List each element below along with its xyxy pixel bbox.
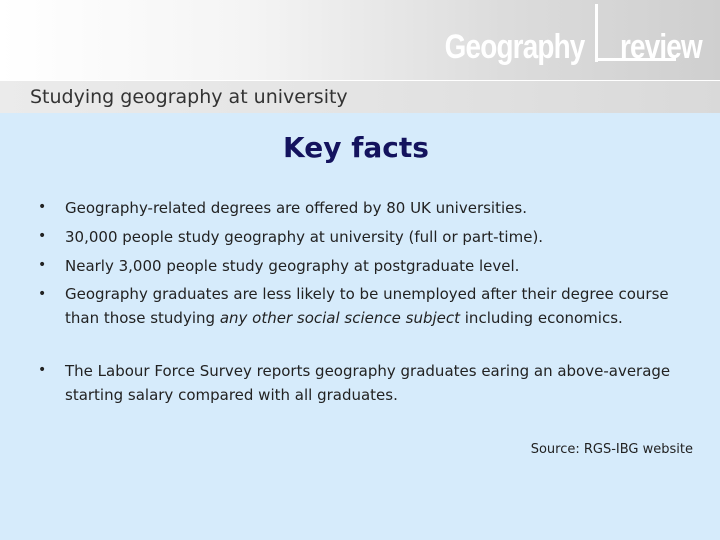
bullet-marker: • — [38, 257, 47, 273]
list-item: Geography-related degrees are offered by 80 UK universities. — [65, 199, 527, 217]
list-item-emphasis: any other social science subject — [219, 309, 460, 327]
logo-text-review: review — [620, 28, 702, 66]
list-item: The Labour Force Survey reports geography graduates earing an above-average starting salary compared with all graduates. — [65, 362, 671, 404]
list-item-text: Geography graduates are less likely to be unemployed after their degree course than those studying — [65, 285, 669, 327]
bullet-marker: • — [38, 199, 47, 215]
slide-title: Key facts — [283, 131, 429, 164]
bullet-marker: • — [38, 228, 47, 244]
list-item — [65, 282, 675, 330]
logo-divider — [595, 4, 598, 62]
list-item: Nearly 3,000 people study geography at postgraduate level. — [65, 257, 520, 275]
list-item-text: including economics. — [460, 309, 623, 327]
source-citation: Source: RGS-IBG website — [530, 442, 693, 457]
header-banner — [0, 0, 720, 80]
logo-text-geography: Geography — [444, 28, 584, 66]
bullet-marker: • — [38, 362, 47, 378]
bullet-marker: • — [38, 286, 47, 302]
list-item: 30,000 people study geography at university (full or part-time). — [65, 228, 544, 246]
subheader-text: Studying geography at university — [30, 86, 348, 108]
subheader-bar — [0, 80, 720, 113]
